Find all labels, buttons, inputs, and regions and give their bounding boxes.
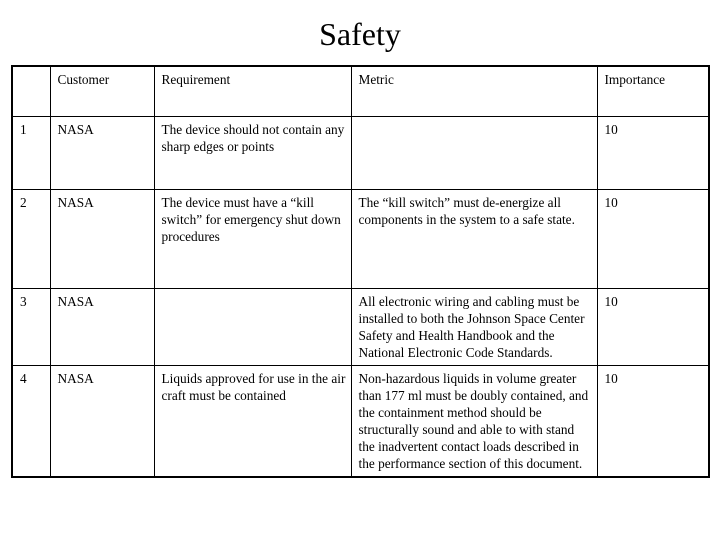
row-importance: 10 [597,116,709,189]
header-customer: Customer [50,66,154,116]
header-metric: Metric [351,66,597,116]
table-header-row [12,66,709,116]
row-importance: 10 [597,288,709,365]
row-customer: NASA [50,365,154,477]
header-number-cell [12,66,50,116]
row-requirement: Liquids approved for use in the air craft must be contained [154,365,351,477]
row-requirement: The device should not contain any sharp edges or points [154,116,351,189]
row-metric: Non-hazardous liquids in volume greater than 177 ml must be doubly contained, and the containment method should be structurally sound and able to with stand the inadvertent contact loads described in the performance section of this document. [351,365,597,477]
table-row [12,189,709,288]
table-row [12,365,709,477]
row-requirement [154,288,351,365]
row-customer: NASA [50,189,154,288]
page-title: Safety [319,16,401,52]
row-metric: The “kill switch” must de-energize all components in the system to a safe state. [351,189,597,288]
header-requirement: Requirement [154,66,351,116]
row-customer: NASA [50,116,154,189]
row-importance: 10 [597,189,709,288]
row-number: 4 [12,365,50,477]
row-importance: 10 [597,365,709,477]
row-metric: All electronic wiring and cabling must be installed to both the Johnson Space Center Safety and Health Handbook and the National Electronic Code Standards. [351,288,597,365]
row-requirement: The device must have a “kill switch” for emergency shut down procedures [154,189,351,288]
row-customer: NASA [50,288,154,365]
requirements-table [11,65,710,478]
row-number: 2 [12,189,50,288]
row-number: 3 [12,288,50,365]
row-metric [351,116,597,189]
header-importance: Importance [597,66,709,116]
table-row [12,116,709,189]
table-row [12,288,709,365]
row-number: 1 [12,116,50,189]
